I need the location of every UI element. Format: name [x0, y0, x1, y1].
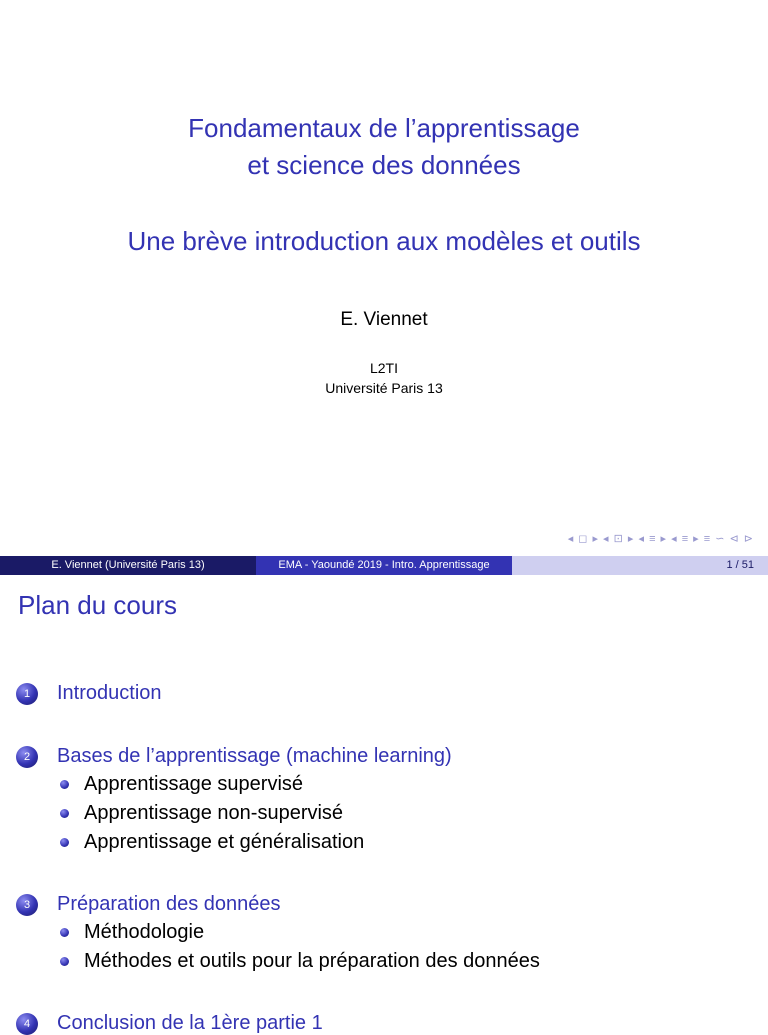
- toc-section-label: Conclusion de la 1ère partie 1: [57, 1012, 323, 1034]
- footer-page-number: 1 / 51: [512, 556, 768, 575]
- presentation-title-line1: Fondamentaux de l’apprentissage: [188, 113, 580, 143]
- toc-subsection-label: Méthodologie: [84, 921, 205, 943]
- author-university: Université Paris 13: [325, 380, 443, 396]
- toc-subsection[interactable]: [60, 950, 540, 973]
- author-name: E. Viennet: [340, 309, 428, 330]
- section-number-ball: 2: [16, 746, 38, 768]
- section-number-ball: 3: [16, 894, 38, 916]
- presentation-title-line2: et science des données: [247, 150, 521, 180]
- footer-title: EMA - Yaoundé 2019 - Intro. Apprentissage: [256, 556, 512, 575]
- toc-subsection-label: Apprentissage et généralisation: [84, 831, 365, 853]
- bullet-icon: [60, 957, 69, 966]
- toc-subsection[interactable]: [60, 773, 303, 796]
- toc-section-2[interactable]: [16, 745, 452, 768]
- frame-title: Plan du cours: [18, 590, 177, 620]
- toc-section-1[interactable]: [16, 682, 162, 705]
- toc-subsection-label: Apprentissage supervisé: [84, 773, 304, 795]
- bullet-icon: [60, 928, 69, 937]
- toc-subsection[interactable]: [60, 802, 343, 825]
- bullet-icon: [60, 780, 69, 789]
- beamer-navigation-bar[interactable]: ◂ ◻ ▸ ◂ ⊡ ▸ ◂ ≡ ▸ ◂ ≡ ▸ ≡ ∽ ⊲ ⊳: [567, 533, 754, 545]
- toc-subsection[interactable]: [60, 831, 364, 854]
- presentation-subtitle: Une brève introduction aux modèles et outils: [127, 226, 641, 256]
- slide-footer: [0, 556, 768, 575]
- toc-section-3[interactable]: [16, 893, 281, 916]
- author-lab: L2TI: [369, 360, 398, 376]
- toc-section-label: Préparation des données: [57, 893, 281, 915]
- toc-section-label: Bases de l’apprentissage (machine learning): [57, 745, 452, 767]
- toc-section-label: Introduction: [57, 682, 162, 704]
- toc-subsection-label: Apprentissage non-supervisé: [84, 802, 344, 824]
- bullet-icon: [60, 838, 69, 847]
- bullet-icon: [60, 809, 69, 818]
- toc-subsection-label: Méthodes et outils pour la préparation des données: [84, 950, 540, 972]
- footer-author: E. Viennet (Université Paris 13): [0, 556, 256, 575]
- toc-subsection[interactable]: [60, 921, 204, 944]
- section-number-ball: 4: [16, 1013, 38, 1035]
- section-number-ball: 1: [16, 683, 38, 705]
